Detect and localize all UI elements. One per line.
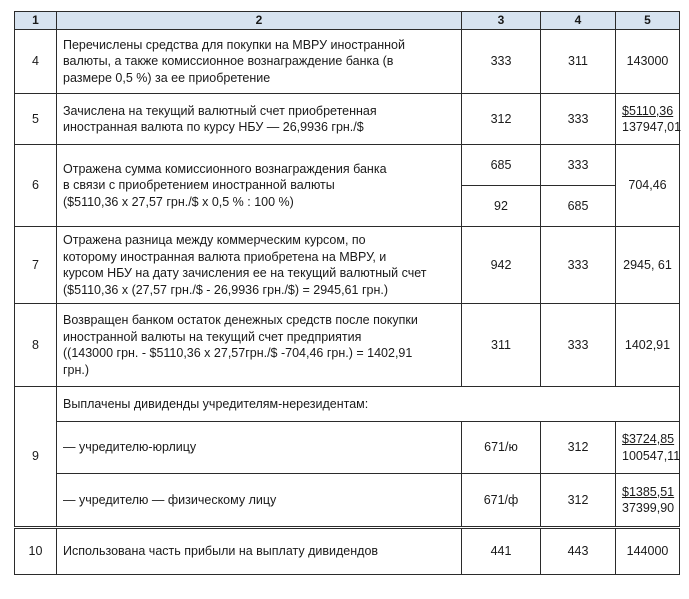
amount [616, 422, 680, 474]
desc-line: Зачислена на текущий валютный счет приобретенная [63, 103, 377, 118]
amount [616, 94, 680, 145]
desc-line: Отражена разница между коммерческим курсом, по [63, 233, 366, 247]
row-description [57, 94, 462, 145]
debit-account: 671/ю [462, 422, 541, 474]
desc-line: Отражена сумма комиссионного вознаграждения банка [63, 161, 387, 176]
header-cell: 3 [462, 12, 541, 30]
row-description [57, 145, 462, 227]
row-number: 6 [15, 145, 57, 227]
table-row [15, 422, 680, 474]
debit-account: 311 [462, 304, 541, 387]
header-row [15, 12, 680, 30]
header-cell: 1 [15, 12, 57, 30]
row-description: — учредителю — физическому лицу [57, 474, 462, 528]
credit-account: 312 [541, 422, 616, 474]
desc-line: которому иностранная валюта приобретена на МВРУ, и [63, 249, 387, 264]
debit-account: 92 [462, 186, 541, 227]
amount: 704,46 [616, 145, 680, 227]
desc-line: валюты, а также комиссионное вознаграждение банка (в [63, 54, 394, 69]
row-number: 8 [15, 304, 57, 387]
credit-account: 333 [541, 145, 616, 186]
amount-currency: $1385,51 [622, 484, 675, 499]
credit-account: 685 [541, 186, 616, 227]
row-number: 10 [15, 528, 57, 575]
amount-currency: $5110,36 [622, 103, 674, 118]
amount-uah: 137947,01 [622, 120, 682, 134]
amount-currency: $3724,85 [622, 432, 675, 446]
credit-account: 443 [541, 528, 616, 575]
table-row [15, 30, 680, 94]
amount: 143000 [616, 30, 680, 94]
debit-account: 685 [462, 145, 541, 186]
debit-account: 441 [462, 528, 541, 575]
amount-uah: 37399,90 [622, 501, 675, 515]
table-row [15, 304, 680, 387]
row-description [57, 30, 462, 94]
desc-line: грн.) [63, 362, 90, 377]
credit-account: 333 [541, 94, 616, 145]
desc-line: ($5110,36 х (27,57 грн./$ - 26,9936 грн./$) = 2945,61 грн.) [63, 282, 388, 297]
ledger-table [14, 11, 680, 575]
table-row [15, 145, 680, 186]
table-row [15, 474, 680, 528]
table-row [15, 94, 680, 145]
desc-line: иностранная валюта по курсу НБУ — 26,9936 грн./$ [63, 120, 364, 134]
header-cell: 2 [57, 12, 462, 30]
desc-line: курсом НБУ на дату зачисления ее на текущий валютный счет [63, 266, 427, 280]
debit-account: 333 [462, 30, 541, 94]
credit-account: 333 [541, 227, 616, 304]
desc-line: Перечислены средства для покупки на МВРУ иностранной [63, 37, 405, 52]
header-cell: 4 [541, 12, 616, 30]
row-number: 5 [15, 94, 57, 145]
amount [616, 474, 680, 528]
row-number: 7 [15, 227, 57, 304]
row-number: 4 [15, 30, 57, 94]
desc-line: ($5110,36 х 27,57 грн./$ х 0,5 % : 100 %) [63, 194, 294, 209]
row-description: Использована часть прибыли на выплату дивидендов [57, 528, 462, 575]
desc-line: размере 0,5 %) за ее приобретение [63, 70, 271, 85]
row-number: 9 [15, 387, 57, 528]
amount-uah: 100547,11 [622, 448, 681, 463]
credit-account: 311 [541, 30, 616, 94]
table-row [15, 387, 680, 422]
credit-account: 312 [541, 474, 616, 528]
header-cell: 5 [616, 12, 680, 30]
row-title: Выплачены дивиденды учредителям-нерезидентам: [57, 387, 680, 422]
desc-line: Возвращен банком остаток денежных средств после покупки [63, 313, 418, 327]
table-row [15, 528, 680, 575]
row-description [57, 227, 462, 304]
table-row [15, 227, 680, 304]
amount: 1402,91 [616, 304, 680, 387]
credit-account: 333 [541, 304, 616, 387]
row-description: — учредителю-юрлицу [57, 422, 462, 474]
row-description [57, 304, 462, 387]
desc-line: ((143000 грн. - $5110,36 х 27,57грн./$ -704,46 грн.) = 1402,91 [63, 346, 413, 360]
desc-line: в связи с приобретением иностранной валюты [63, 178, 335, 193]
amount: 144000 [616, 528, 680, 575]
debit-account: 312 [462, 94, 541, 145]
amount: 2945, 61 [616, 227, 680, 304]
debit-account: 942 [462, 227, 541, 304]
desc-line: иностранной валюты на текущий счет предприятия [63, 329, 362, 344]
debit-account: 671/ф [462, 474, 541, 528]
